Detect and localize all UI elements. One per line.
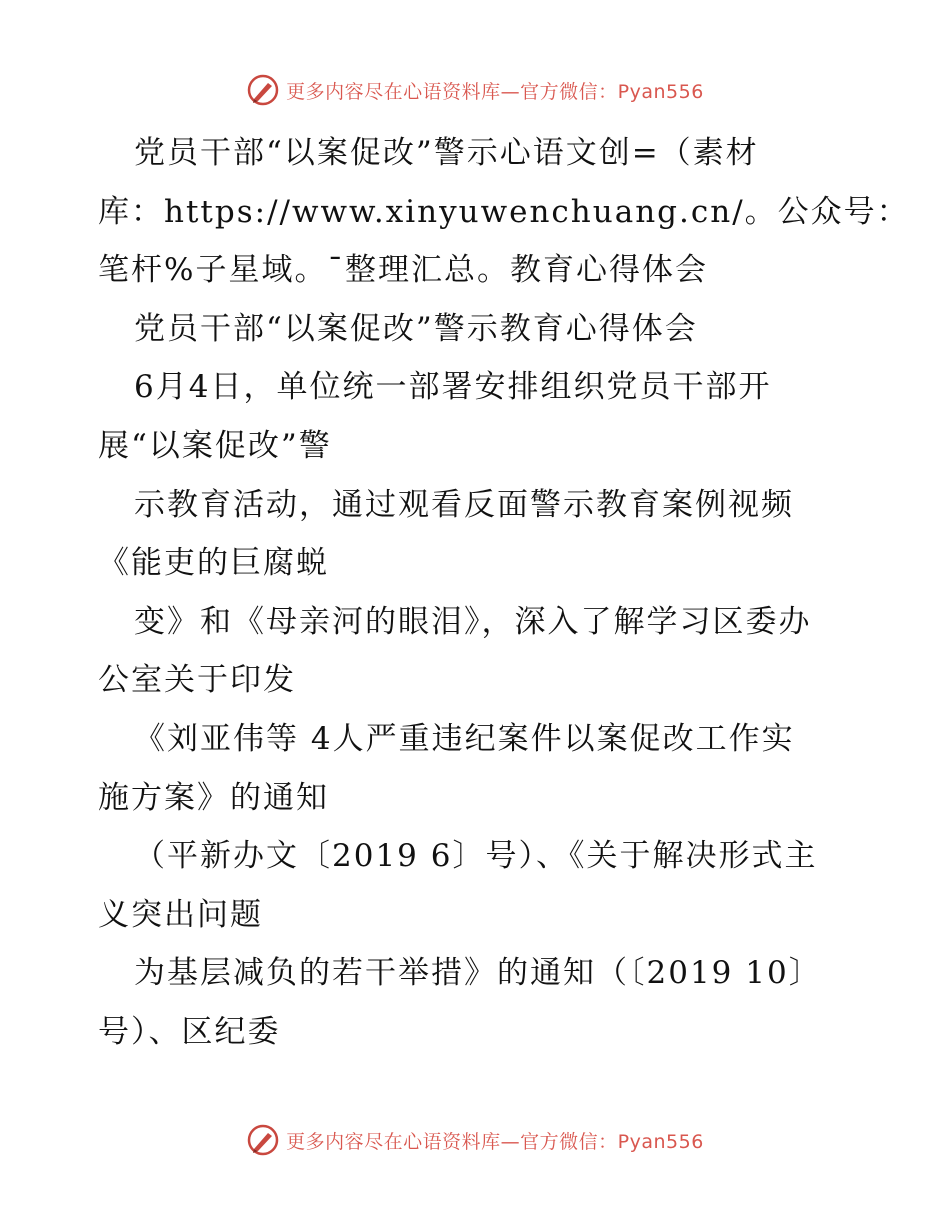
- text-line: 公室关于印发: [98, 662, 296, 699]
- pen-logo-icon: [246, 73, 280, 107]
- text-line: 党员干部“以案促改”警示心语文创=（素材: [134, 135, 759, 171]
- text-line: 变》和《母亲河的眼泪》，深入了解学习区委办: [134, 603, 812, 640]
- text-line: 施方案》的通知: [98, 779, 329, 816]
- text-line: 示教育活动，通过观看反面警示教育案例视频: [134, 486, 794, 523]
- text-line: 号）、区纪委: [98, 1013, 281, 1050]
- text-line: 党员干部“以案促改”警示教育心得体会: [134, 310, 698, 347]
- text-line: （平新办文〔2019 6〕号）、《关于解决形式主: [134, 838, 818, 875]
- text-line: 笔杆%子星域。¯整理汇总。教育心得体会: [98, 252, 708, 289]
- text-line: 《能吏的巨腐蜕: [98, 545, 329, 582]
- text-line: 《刘亚伟等 4人严重违纪案件以案促改工作实: [134, 720, 795, 757]
- text-line: 为基层减负的若干举措》的通知（〔2019 10〕: [134, 955, 822, 992]
- text-line: 义突出问题: [98, 896, 263, 933]
- text-line: 6月4日，单位统一部署安排组织党员干部开: [134, 369, 772, 406]
- footer-banner: [0, 1122, 950, 1158]
- footer-banner-text: 更多内容尽在心语资料库—官方微信：Pyan556: [286, 1130, 704, 1153]
- header-banner: [0, 72, 950, 108]
- text-line: 库：https://www.xinyuwenchuang.cn/。公众号：: [98, 193, 910, 230]
- pen-logo-icon: [246, 1123, 280, 1157]
- document-body: [98, 124, 910, 1062]
- text-line: 展“以案促改”警: [98, 427, 332, 464]
- header-banner-text: 更多内容尽在心语资料库—官方微信：Pyan556: [286, 80, 704, 103]
